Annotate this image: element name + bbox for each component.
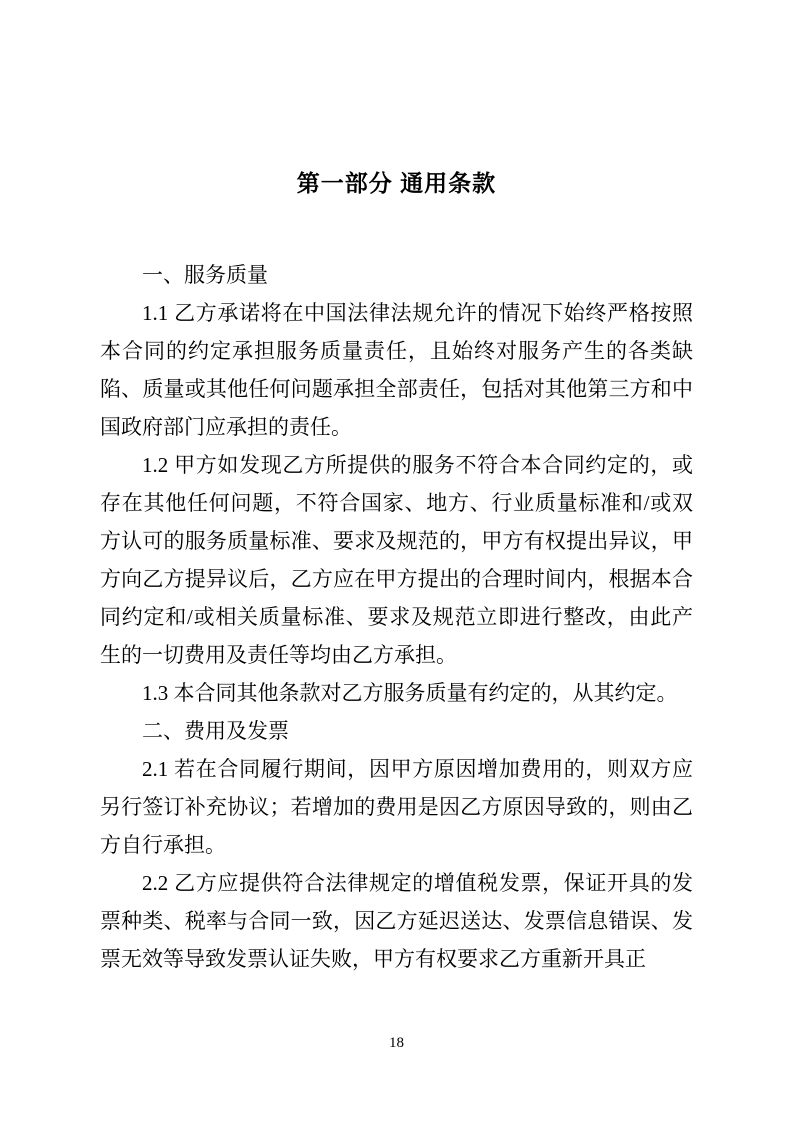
document-body (100, 256, 693, 978)
paragraph: 2.2 乙方应提供符合法律规定的增值税发票，保证开具的发票种类、税率与合同一致，因乙方延迟送达、发票信息错误、发票无效等导致发票认证失败，甲方有权要求乙方重新开具正 (100, 871, 693, 971)
page-number: 18 (389, 1035, 404, 1051)
section-heading: 二、费用及发票 (142, 719, 289, 743)
paragraph: 1.2 甲方如发现乙方所提供的服务不符合本合同约定的，或存在其他任何问题，不符合国家、地方、行业质量标准和/或双方认可的服务质量标准、要求及规范的，甲方有权提出异议，甲方向乙方提异议后，乙方应在甲方提出的合理时间内，根据本合同约定和/或相关质量标准、要求及规范立即进行整改，由此产生的一切费用及责任等均由乙方承担。 (100, 453, 693, 667)
paragraph: 1.3 本合同其他条款对乙方服务质量有约定的，从其约定。 (142, 681, 678, 705)
page-title: 第一部分 通用条款 (296, 170, 497, 196)
paragraph: 1.1 乙方承诺将在中国法律法规允许的情况下始终严格按照本合同的约定承担服务质量责任，且始终对服务产生的各类缺陷、质量或其他任何问题承担全部责任，包括对其他第三方和中国政府部门应承担的责任。 (100, 301, 693, 439)
paragraph: 2.1 若在合同履行期间，因甲方原因增加费用的，则双方应另行签订补充协议；若增加的费用是因乙方原因导致的，则由乙方自行承担。 (100, 757, 693, 857)
section-heading: 一、服务质量 (142, 263, 268, 287)
